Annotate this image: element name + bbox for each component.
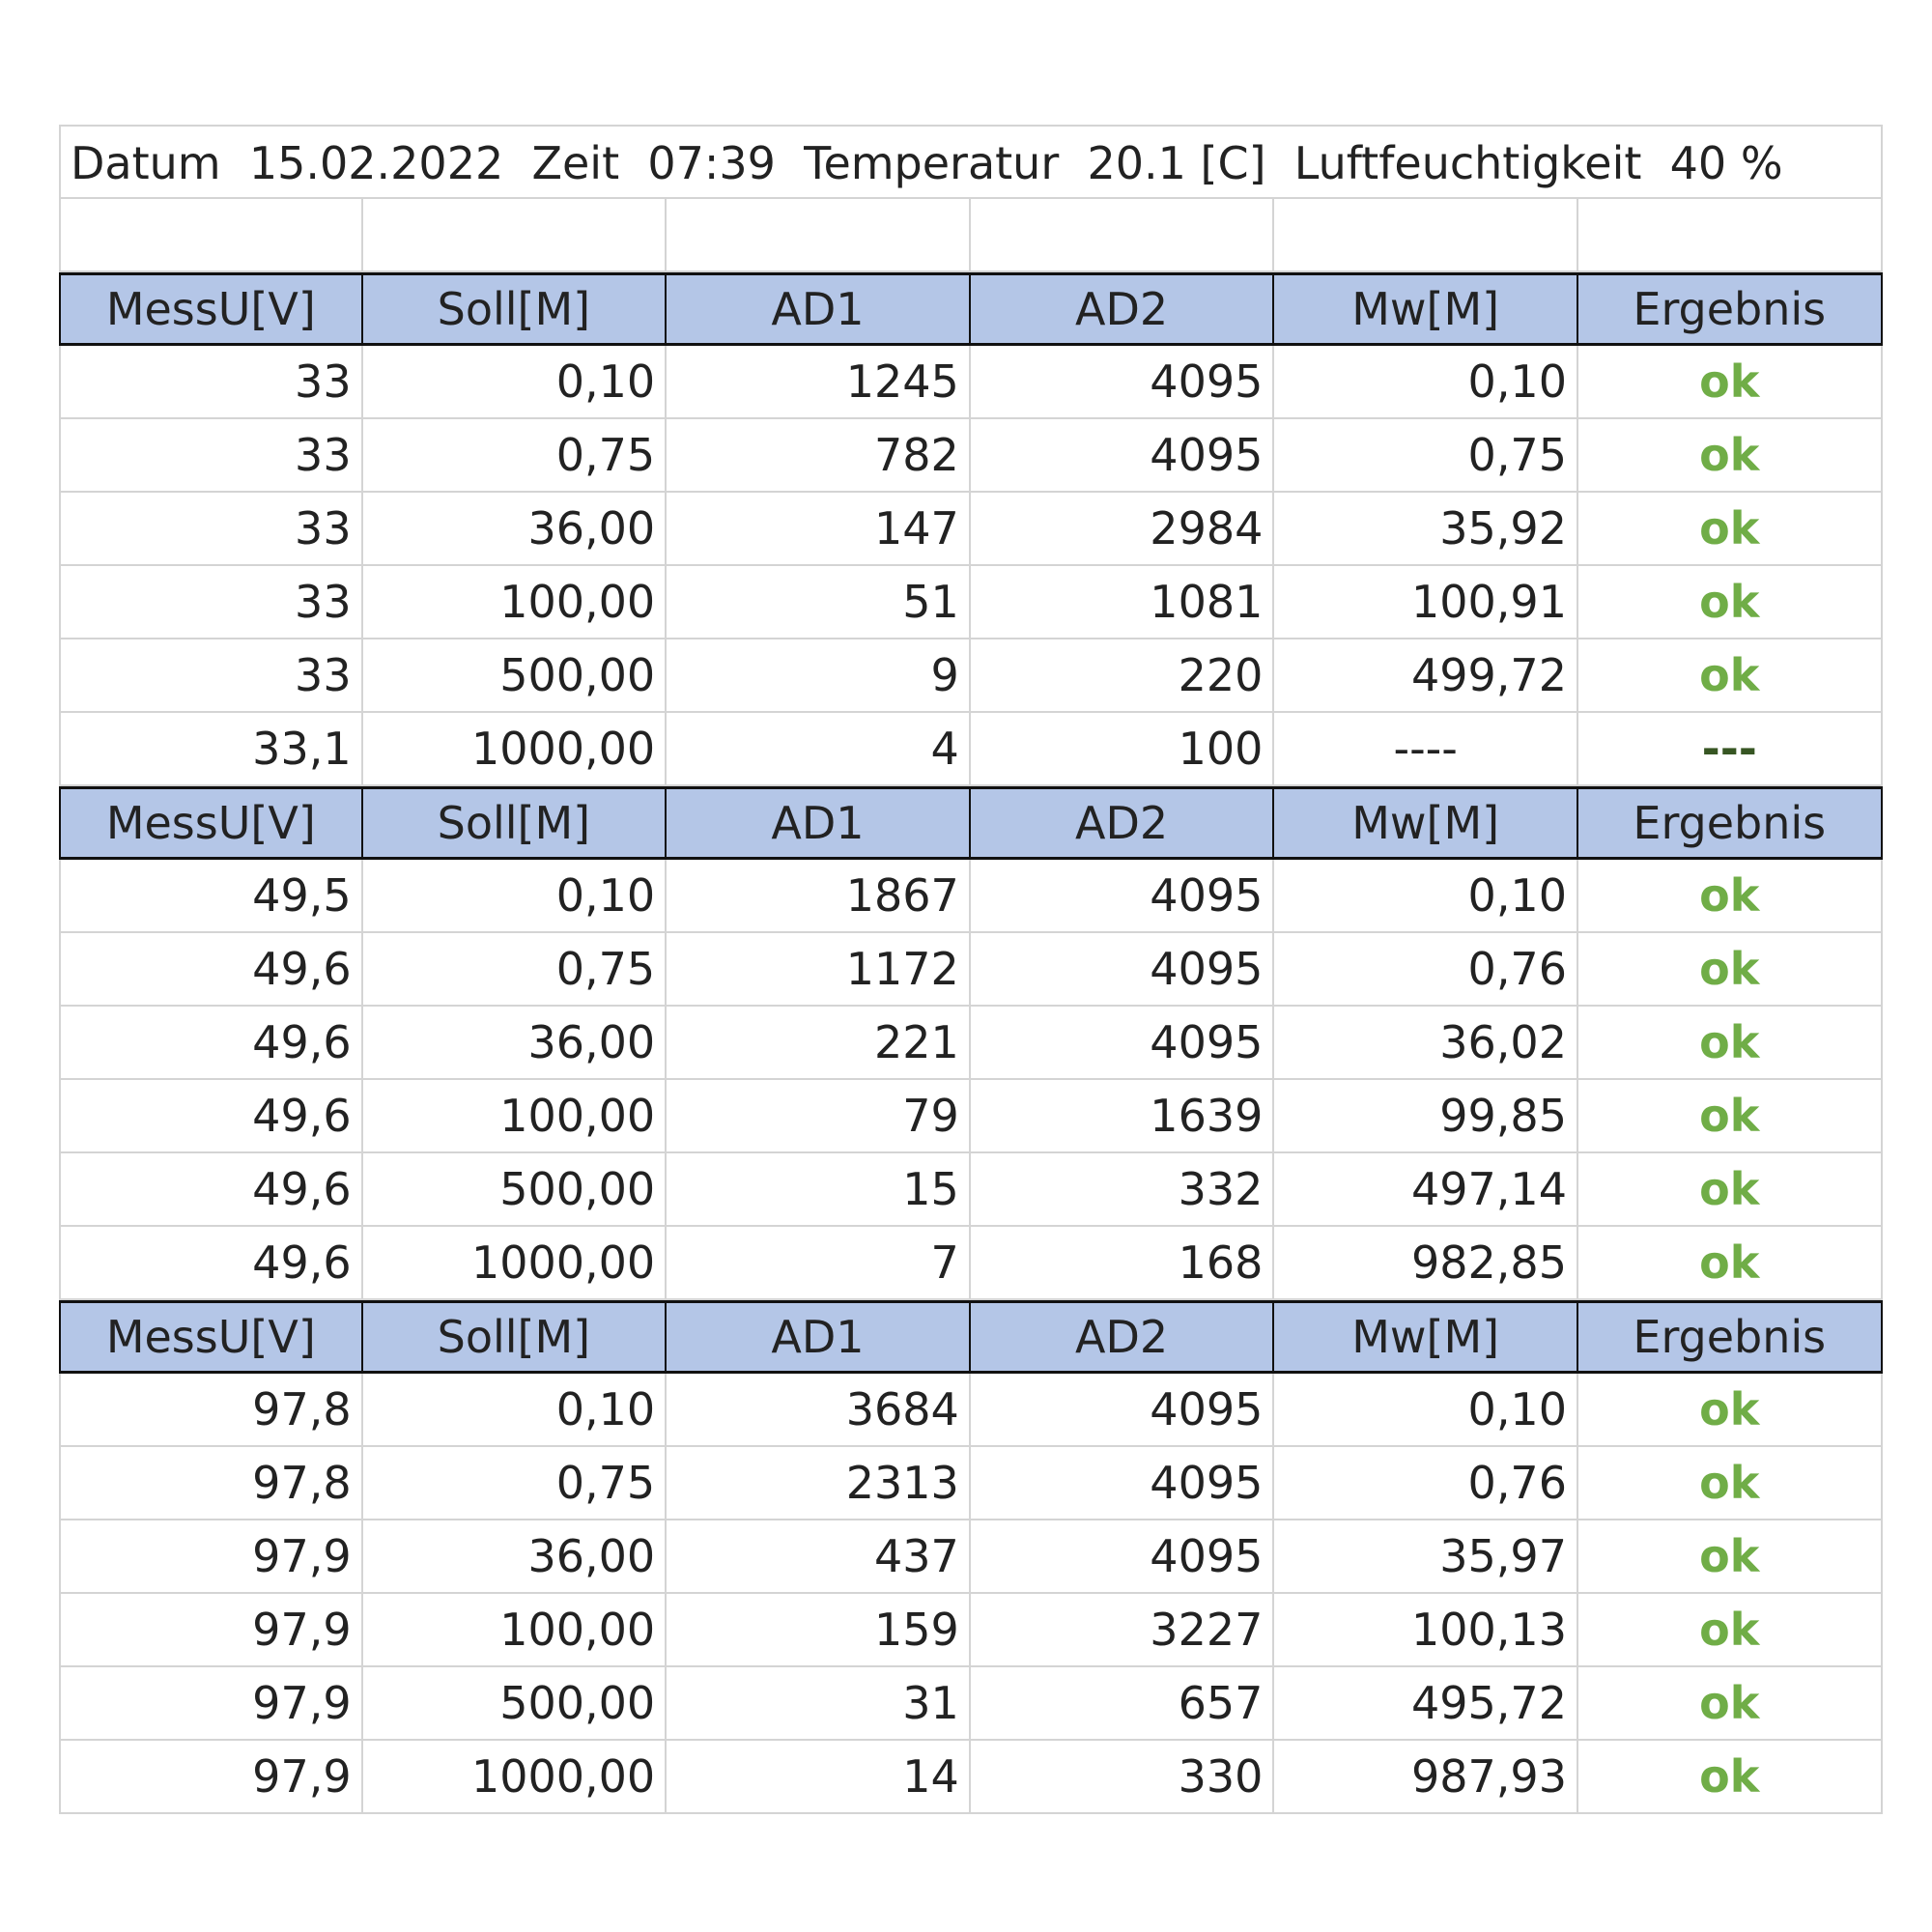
empty-cell[interactable] bbox=[363, 199, 668, 272]
cell-mw[interactable]: ---- bbox=[1274, 713, 1578, 786]
header-cell-ergebnis[interactable]: Ergebnis bbox=[1578, 1303, 1883, 1371]
table-row bbox=[59, 639, 1883, 713]
header-cell-mw[interactable]: Mw[M] bbox=[1274, 1303, 1578, 1371]
cell-mw[interactable]: 0,10 bbox=[1274, 346, 1578, 419]
cell-ad1[interactable]: 7 bbox=[667, 1227, 971, 1300]
header-cell-ergebnis[interactable]: Ergebnis bbox=[1578, 789, 1883, 857]
cell-ad2[interactable]: 4095 bbox=[971, 1447, 1275, 1520]
header-cell-messu[interactable]: MessU[V] bbox=[59, 789, 363, 857]
cell-ad2[interactable]: 657 bbox=[971, 1667, 1275, 1741]
cell-mw[interactable]: 497,14 bbox=[1274, 1153, 1578, 1227]
cell-ad2[interactable]: 4095 bbox=[971, 1374, 1275, 1447]
cell-ad1[interactable]: 9 bbox=[667, 639, 971, 713]
header-cell-soll[interactable]: Soll[M] bbox=[363, 789, 668, 857]
measurement-blocks bbox=[59, 272, 1883, 1814]
table-row bbox=[59, 1227, 1883, 1300]
cell-messu[interactable]: 49,6 bbox=[59, 1080, 363, 1153]
cell-soll[interactable]: 500,00 bbox=[363, 639, 668, 713]
cell-soll[interactable]: 0,75 bbox=[363, 933, 668, 1007]
header-cell-ad1[interactable]: AD1 bbox=[667, 789, 971, 857]
cell-ergebnis[interactable]: ok bbox=[1578, 566, 1883, 639]
cell-ergebnis[interactable]: ok bbox=[1578, 1667, 1883, 1741]
cell-ergebnis[interactable]: ok bbox=[1578, 860, 1883, 933]
cell-messu[interactable]: 49,6 bbox=[59, 1227, 363, 1300]
table-row bbox=[59, 1594, 1883, 1667]
cell-mw[interactable]: 495,72 bbox=[1274, 1667, 1578, 1741]
cell-ergebnis[interactable]: ok bbox=[1578, 1447, 1883, 1520]
cell-ad1[interactable]: 1245 bbox=[667, 346, 971, 419]
table-row bbox=[59, 713, 1883, 786]
cell-ergebnis[interactable]: ok bbox=[1578, 1741, 1883, 1814]
cell-soll[interactable]: 0,10 bbox=[363, 860, 668, 933]
header-cell-soll[interactable]: Soll[M] bbox=[363, 1303, 668, 1371]
cell-ad1[interactable]: 14 bbox=[667, 1741, 971, 1814]
empty-cell[interactable] bbox=[59, 199, 363, 272]
cell-mw[interactable]: 100,91 bbox=[1274, 566, 1578, 639]
cell-mw[interactable]: 0,10 bbox=[1274, 1374, 1578, 1447]
cell-ad2[interactable]: 3227 bbox=[971, 1594, 1275, 1667]
cell-messu[interactable]: 97,9 bbox=[59, 1667, 363, 1741]
header-cell-soll[interactable]: Soll[M] bbox=[363, 275, 668, 343]
table-row bbox=[59, 933, 1883, 1007]
cell-mw[interactable]: 499,72 bbox=[1274, 639, 1578, 713]
cell-messu[interactable]: 97,9 bbox=[59, 1741, 363, 1814]
header-cell-messu[interactable]: MessU[V] bbox=[59, 275, 363, 343]
cell-ergebnis[interactable]: ok bbox=[1578, 1080, 1883, 1153]
cell-soll[interactable]: 100,00 bbox=[363, 1080, 668, 1153]
cell-mw[interactable]: 0,75 bbox=[1274, 419, 1578, 493]
header-row bbox=[59, 1300, 1883, 1374]
cell-ad2[interactable]: 168 bbox=[971, 1227, 1275, 1300]
cell-ergebnis[interactable]: ok bbox=[1578, 1520, 1883, 1594]
cell-soll[interactable]: 0,75 bbox=[363, 1447, 668, 1520]
cell-soll[interactable]: 36,00 bbox=[363, 493, 668, 566]
cell-messu[interactable]: 49,6 bbox=[59, 1153, 363, 1227]
spreadsheet bbox=[59, 125, 1883, 1814]
header-cell-ad2[interactable]: AD2 bbox=[971, 1303, 1275, 1371]
cell-ad2[interactable]: 1081 bbox=[971, 566, 1275, 639]
cell-ad2[interactable]: 4095 bbox=[971, 933, 1275, 1007]
empty-cell[interactable] bbox=[971, 199, 1275, 272]
cell-ergebnis[interactable]: ok bbox=[1578, 419, 1883, 493]
cell-ad1[interactable]: 1867 bbox=[667, 860, 971, 933]
header-cell-ad1[interactable]: AD1 bbox=[667, 275, 971, 343]
table-row bbox=[59, 1374, 1883, 1447]
cell-ergebnis[interactable]: ok bbox=[1578, 639, 1883, 713]
cell-messu[interactable]: 49,6 bbox=[59, 933, 363, 1007]
cell-ergebnis[interactable]: ok bbox=[1578, 1594, 1883, 1667]
empty-cell[interactable] bbox=[667, 199, 971, 272]
cell-ad1[interactable]: 3684 bbox=[667, 1374, 971, 1447]
table-row bbox=[59, 1667, 1883, 1741]
cell-ergebnis[interactable]: ok bbox=[1578, 1374, 1883, 1447]
cell-soll[interactable]: 500,00 bbox=[363, 1667, 668, 1741]
cell-soll[interactable]: 100,00 bbox=[363, 1594, 668, 1667]
cell-soll[interactable]: 1000,00 bbox=[363, 1741, 668, 1814]
empty-row bbox=[59, 199, 1883, 272]
cell-messu[interactable]: 33,1 bbox=[59, 713, 363, 786]
cell-mw[interactable]: 35,92 bbox=[1274, 493, 1578, 566]
cell-ad1[interactable]: 159 bbox=[667, 1594, 971, 1667]
cell-soll[interactable]: 1000,00 bbox=[363, 1227, 668, 1300]
cell-ad1[interactable]: 147 bbox=[667, 493, 971, 566]
table-row bbox=[59, 566, 1883, 639]
cell-ergebnis[interactable]: ok bbox=[1578, 346, 1883, 419]
cell-soll[interactable]: 0,10 bbox=[363, 346, 668, 419]
cell-ad1[interactable]: 1172 bbox=[667, 933, 971, 1007]
cell-ad2[interactable]: 4095 bbox=[971, 1007, 1275, 1080]
cell-ergebnis[interactable]: ok bbox=[1578, 1227, 1883, 1300]
cell-ad2[interactable]: 1639 bbox=[971, 1080, 1275, 1153]
header-row bbox=[59, 272, 1883, 346]
cell-ad1[interactable]: 4 bbox=[667, 713, 971, 786]
cell-soll[interactable]: 0,75 bbox=[363, 419, 668, 493]
table-row bbox=[59, 1447, 1883, 1520]
cell-ad1[interactable]: 51 bbox=[667, 566, 971, 639]
cell-ergebnis[interactable]: ok bbox=[1578, 493, 1883, 566]
cell-ad2[interactable]: 4095 bbox=[971, 346, 1275, 419]
cell-ergebnis[interactable]: --- bbox=[1578, 713, 1883, 786]
header-cell-ergebnis[interactable]: Ergebnis bbox=[1578, 275, 1883, 343]
cell-messu[interactable]: 33 bbox=[59, 346, 363, 419]
table-row bbox=[59, 1520, 1883, 1594]
cell-mw[interactable]: 982,85 bbox=[1274, 1227, 1578, 1300]
cell-mw[interactable]: 100,13 bbox=[1274, 1594, 1578, 1667]
cell-messu[interactable]: 49,5 bbox=[59, 860, 363, 933]
cell-ad2[interactable]: 332 bbox=[971, 1153, 1275, 1227]
table-row bbox=[59, 419, 1883, 493]
cell-mw[interactable]: 0,76 bbox=[1274, 933, 1578, 1007]
cell-messu[interactable]: 33 bbox=[59, 419, 363, 493]
cell-messu[interactable]: 33 bbox=[59, 493, 363, 566]
cell-messu[interactable]: 97,8 bbox=[59, 1374, 363, 1447]
cell-ergebnis[interactable]: ok bbox=[1578, 933, 1883, 1007]
cell-ad2[interactable]: 4095 bbox=[971, 860, 1275, 933]
cell-soll[interactable]: 36,00 bbox=[363, 1007, 668, 1080]
cell-messu[interactable]: 33 bbox=[59, 639, 363, 713]
table-row bbox=[59, 1153, 1883, 1227]
cell-ad2[interactable]: 220 bbox=[971, 639, 1275, 713]
cell-ad1[interactable]: 79 bbox=[667, 1080, 971, 1153]
cell-mw[interactable]: 35,97 bbox=[1274, 1520, 1578, 1594]
header-cell-ad1[interactable]: AD1 bbox=[667, 1303, 971, 1371]
cell-ergebnis[interactable]: ok bbox=[1578, 1153, 1883, 1227]
table-row bbox=[59, 493, 1883, 566]
table-row bbox=[59, 1007, 1883, 1080]
cell-messu[interactable]: 97,9 bbox=[59, 1594, 363, 1667]
cell-ad2[interactable]: 100 bbox=[971, 713, 1275, 786]
header-cell-ad2[interactable]: AD2 bbox=[971, 275, 1275, 343]
cell-soll[interactable]: 100,00 bbox=[363, 566, 668, 639]
table-row bbox=[59, 346, 1883, 419]
table-row bbox=[59, 1080, 1883, 1153]
cell-mw[interactable]: 0,10 bbox=[1274, 860, 1578, 933]
cell-soll[interactable]: 0,10 bbox=[363, 1374, 668, 1447]
table-row bbox=[59, 860, 1883, 933]
cell-ad2[interactable]: 330 bbox=[971, 1741, 1275, 1814]
header-row bbox=[59, 786, 1883, 860]
cell-ad1[interactable]: 437 bbox=[667, 1520, 971, 1594]
cell-messu[interactable]: 33 bbox=[59, 566, 363, 639]
header-cell-mw[interactable]: Mw[M] bbox=[1274, 789, 1578, 857]
header-cell-mw[interactable]: Mw[M] bbox=[1274, 275, 1578, 343]
info-line: Datum 15.02.2022 Zeit 07:39 Temperatur 20.1 [C] Luftfeuchtigkeit 40 % bbox=[71, 137, 1783, 189]
table-row bbox=[59, 1741, 1883, 1814]
cell-ad1[interactable]: 2313 bbox=[667, 1447, 971, 1520]
cell-ad2[interactable]: 4095 bbox=[971, 1520, 1275, 1594]
cell-soll[interactable]: 500,00 bbox=[363, 1153, 668, 1227]
cell-soll[interactable]: 36,00 bbox=[363, 1520, 668, 1594]
empty-cell[interactable] bbox=[1578, 199, 1883, 272]
cell-messu[interactable]: 97,8 bbox=[59, 1447, 363, 1520]
cell-mw[interactable]: 987,93 bbox=[1274, 1741, 1578, 1814]
cell-mw[interactable]: 99,85 bbox=[1274, 1080, 1578, 1153]
cell-messu[interactable]: 97,9 bbox=[59, 1520, 363, 1594]
cell-ad1[interactable]: 221 bbox=[667, 1007, 971, 1080]
cell-ad1[interactable]: 782 bbox=[667, 419, 971, 493]
info-row[interactable] bbox=[59, 125, 1883, 199]
cell-soll[interactable]: 1000,00 bbox=[363, 713, 668, 786]
cell-ad1[interactable]: 15 bbox=[667, 1153, 971, 1227]
cell-ad1[interactable]: 31 bbox=[667, 1667, 971, 1741]
header-cell-messu[interactable]: MessU[V] bbox=[59, 1303, 363, 1371]
header-cell-ad2[interactable]: AD2 bbox=[971, 789, 1275, 857]
cell-messu[interactable]: 49,6 bbox=[59, 1007, 363, 1080]
cell-ad2[interactable]: 2984 bbox=[971, 493, 1275, 566]
cell-mw[interactable]: 0,76 bbox=[1274, 1447, 1578, 1520]
cell-ergebnis[interactable]: ok bbox=[1578, 1007, 1883, 1080]
empty-cell[interactable] bbox=[1274, 199, 1578, 272]
cell-ad2[interactable]: 4095 bbox=[971, 419, 1275, 493]
cell-mw[interactable]: 36,02 bbox=[1274, 1007, 1578, 1080]
